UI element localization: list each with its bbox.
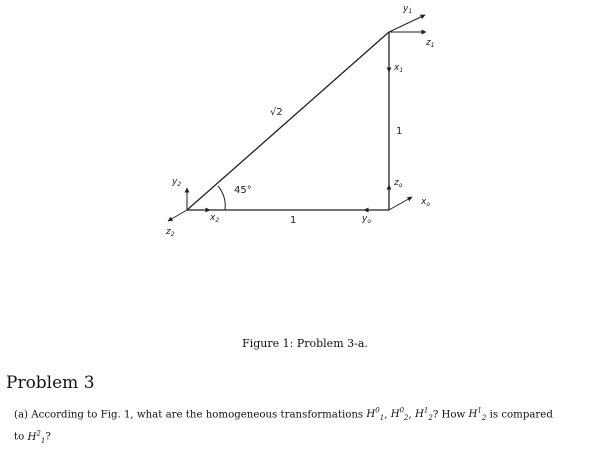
base-length-label: 1 <box>290 215 297 226</box>
hypotenuse-line <box>187 32 389 210</box>
x2-label: $x_2$ <box>210 213 220 224</box>
y1-label: $y_1$ <box>403 4 413 15</box>
figure-caption: Figure 1: Problem 3-a. <box>242 337 368 350</box>
question-a: (a) According to Fig. 1, what are the homogeneous transformations $H^0_1$, $H^0_2$, $H^1_2$? How $H^1_2$ is compared to $H^2_1$? <box>14 407 553 445</box>
angle-label: 45° <box>234 185 252 196</box>
z0-label: $z_o$ <box>394 178 403 189</box>
question-text-part5: ? <box>45 431 51 443</box>
y2-label: $y_2$ <box>172 177 182 188</box>
math-H12: $H^2_1$ <box>27 429 46 445</box>
question-text-part4: to <box>14 431 25 443</box>
frame2-z-axis <box>168 210 187 221</box>
math-H21: $H^1_2$ <box>415 407 433 423</box>
angle-arc <box>218 186 225 210</box>
math-H10: $H^0_1$ <box>366 407 385 423</box>
height-length-label: 1 <box>396 126 403 137</box>
frame1-y-axis <box>389 15 425 32</box>
x0-label: $x_o$ <box>421 197 430 208</box>
question-marker: (a) <box>14 409 29 421</box>
math-H21-b: $H^1_2$ <box>468 407 487 423</box>
z2-label: $z_2$ <box>166 227 175 238</box>
section-title: Problem 3 <box>6 373 95 393</box>
frame0-x-axis <box>389 197 412 210</box>
z1-label: $z_1$ <box>426 38 435 49</box>
y0-label: $y_o$ <box>362 214 371 225</box>
x1-label: $x_1$ <box>394 63 404 74</box>
question-text-part1: According to Fig. 1, what are the homogeneous transformations <box>31 409 364 421</box>
math-H20: $H^0_2$ <box>390 407 409 423</box>
hypotenuse-length-label: √2 <box>270 107 283 118</box>
question-text-part3: is compared <box>489 409 553 421</box>
question-text-part2: ? How <box>432 409 466 421</box>
